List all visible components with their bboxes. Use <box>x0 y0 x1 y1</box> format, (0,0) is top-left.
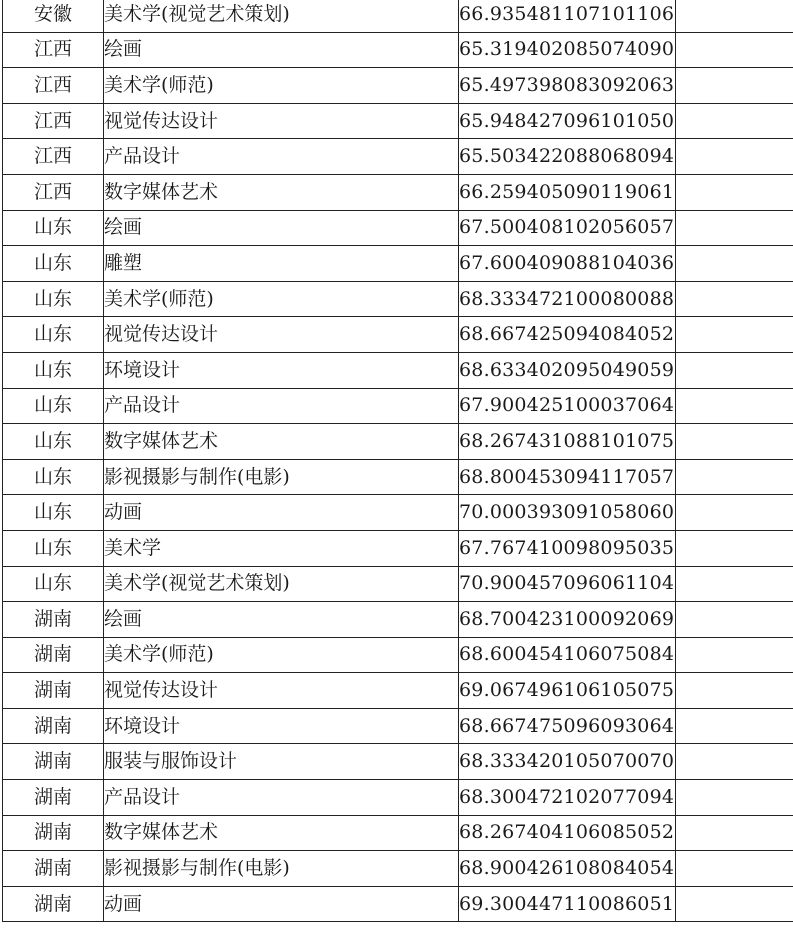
province-cell: 湖南 <box>3 886 104 922</box>
table-row <box>3 495 793 531</box>
table-row <box>3 459 793 495</box>
blank-cell <box>676 32 793 68</box>
score-cell: 65.319402085074090 <box>459 32 676 68</box>
major-cell: 环境设计 <box>104 352 459 388</box>
score-cell: 67.600409088104036 <box>459 246 676 282</box>
table-row <box>3 68 793 104</box>
score-cell: 65.497398083092063 <box>459 68 676 104</box>
blank-cell <box>676 530 793 566</box>
major-cell: 数字媒体艺术 <box>104 424 459 460</box>
province-cell: 山东 <box>3 352 104 388</box>
table-row <box>3 174 793 210</box>
major-cell: 美术学(视觉艺术策划) <box>104 0 459 32</box>
province-cell: 山东 <box>3 317 104 353</box>
table-row <box>3 281 793 317</box>
blank-cell <box>676 495 793 531</box>
score-cell: 67.900425100037064 <box>459 388 676 424</box>
major-cell: 服装与服饰设计 <box>104 744 459 780</box>
blank-cell <box>676 886 793 922</box>
score-cell: 68.267431088101075 <box>459 424 676 460</box>
score-cell: 70.900457096061104 <box>459 566 676 602</box>
blank-cell <box>676 317 793 353</box>
major-cell: 绘画 <box>104 602 459 638</box>
major-cell: 绘画 <box>104 32 459 68</box>
table-row <box>3 388 793 424</box>
major-cell: 环境设计 <box>104 708 459 744</box>
score-cell: 68.900426108084054 <box>459 851 676 887</box>
score-cell: 68.300472102077094 <box>459 780 676 816</box>
score-cell: 69.300447110086051 <box>459 886 676 922</box>
table-row <box>3 0 793 32</box>
blank-cell <box>676 566 793 602</box>
score-cell: 68.633402095049059 <box>459 352 676 388</box>
major-cell: 动画 <box>104 886 459 922</box>
major-cell: 视觉传达设计 <box>104 103 459 139</box>
major-cell: 视觉传达设计 <box>104 317 459 353</box>
province-cell: 江西 <box>3 68 104 104</box>
score-cell: 66.935481107101106 <box>459 0 676 32</box>
score-cell: 65.948427096101050 <box>459 103 676 139</box>
table-row <box>3 566 793 602</box>
score-cell: 68.333420105070070 <box>459 744 676 780</box>
score-table <box>2 0 793 922</box>
major-cell: 影视摄影与制作(电影) <box>104 851 459 887</box>
province-cell: 山东 <box>3 281 104 317</box>
blank-cell <box>676 103 793 139</box>
blank-cell <box>676 388 793 424</box>
major-cell: 产品设计 <box>104 139 459 175</box>
table-row <box>3 103 793 139</box>
major-cell: 数字媒体艺术 <box>104 815 459 851</box>
blank-cell <box>676 68 793 104</box>
province-cell: 山东 <box>3 566 104 602</box>
table-row <box>3 673 793 709</box>
major-cell: 雕塑 <box>104 246 459 282</box>
major-cell: 视觉传达设计 <box>104 673 459 709</box>
score-cell: 68.267404106085052 <box>459 815 676 851</box>
table-row <box>3 317 793 353</box>
blank-cell <box>676 673 793 709</box>
major-cell: 影视摄影与制作(电影) <box>104 459 459 495</box>
blank-cell <box>676 281 793 317</box>
blank-cell <box>676 708 793 744</box>
blank-cell <box>676 780 793 816</box>
major-cell: 产品设计 <box>104 388 459 424</box>
score-cell: 69.067496106105075 <box>459 673 676 709</box>
table-row <box>3 637 793 673</box>
score-cell: 68.667425094084052 <box>459 317 676 353</box>
province-cell: 江西 <box>3 103 104 139</box>
blank-cell <box>676 174 793 210</box>
blank-cell <box>676 352 793 388</box>
table-row <box>3 424 793 460</box>
table-row <box>3 851 793 887</box>
province-cell: 山东 <box>3 530 104 566</box>
province-cell: 山东 <box>3 495 104 531</box>
table-row <box>3 602 793 638</box>
major-cell: 美术学(师范) <box>104 281 459 317</box>
province-cell: 湖南 <box>3 637 104 673</box>
table-row <box>3 139 793 175</box>
major-cell: 绘画 <box>104 210 459 246</box>
blank-cell <box>676 602 793 638</box>
table-row <box>3 530 793 566</box>
blank-cell <box>676 851 793 887</box>
table-row <box>3 32 793 68</box>
blank-cell <box>676 424 793 460</box>
major-cell: 产品设计 <box>104 780 459 816</box>
table-row <box>3 352 793 388</box>
blank-cell <box>676 139 793 175</box>
score-table-body <box>3 0 793 922</box>
table-row <box>3 708 793 744</box>
score-cell: 68.800453094117057 <box>459 459 676 495</box>
table-row <box>3 744 793 780</box>
score-cell: 66.259405090119061 <box>459 174 676 210</box>
score-cell: 68.333472100080088 <box>459 281 676 317</box>
blank-cell <box>676 815 793 851</box>
province-cell: 山东 <box>3 210 104 246</box>
province-cell: 湖南 <box>3 602 104 638</box>
province-cell: 山东 <box>3 459 104 495</box>
blank-cell <box>676 744 793 780</box>
table-row <box>3 246 793 282</box>
score-cell: 70.000393091058060 <box>459 495 676 531</box>
province-cell: 江西 <box>3 139 104 175</box>
score-cell: 67.767410098095035 <box>459 530 676 566</box>
score-cell: 68.600454106075084 <box>459 637 676 673</box>
province-cell: 山东 <box>3 246 104 282</box>
table-row <box>3 815 793 851</box>
province-cell: 湖南 <box>3 744 104 780</box>
province-cell: 山东 <box>3 388 104 424</box>
blank-cell <box>676 637 793 673</box>
major-cell: 美术学(视觉艺术策划) <box>104 566 459 602</box>
province-cell: 山东 <box>3 424 104 460</box>
major-cell: 美术学(师范) <box>104 68 459 104</box>
table-row <box>3 780 793 816</box>
province-cell: 湖南 <box>3 815 104 851</box>
major-cell: 数字媒体艺术 <box>104 174 459 210</box>
blank-cell <box>676 210 793 246</box>
score-cell: 68.667475096093064 <box>459 708 676 744</box>
province-cell: 湖南 <box>3 708 104 744</box>
major-cell: 美术学 <box>104 530 459 566</box>
score-cell: 68.700423100092069 <box>459 602 676 638</box>
table-row <box>3 210 793 246</box>
score-cell: 65.503422088068094 <box>459 139 676 175</box>
province-cell: 安徽 <box>3 0 104 32</box>
blank-cell <box>676 246 793 282</box>
table-row <box>3 886 793 922</box>
blank-cell <box>676 459 793 495</box>
score-cell: 67.500408102056057 <box>459 210 676 246</box>
province-cell: 江西 <box>3 32 104 68</box>
major-cell: 动画 <box>104 495 459 531</box>
province-cell: 湖南 <box>3 673 104 709</box>
major-cell: 美术学(师范) <box>104 637 459 673</box>
province-cell: 江西 <box>3 174 104 210</box>
province-cell: 湖南 <box>3 851 104 887</box>
province-cell: 湖南 <box>3 780 104 816</box>
blank-cell <box>676 0 793 32</box>
